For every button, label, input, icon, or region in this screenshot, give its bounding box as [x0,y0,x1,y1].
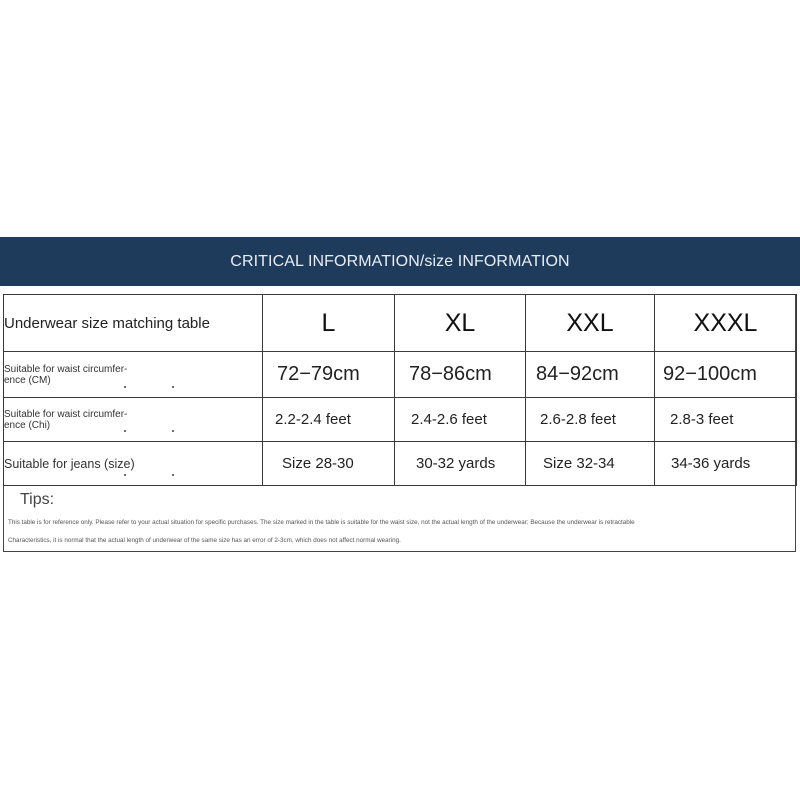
size-header-xxl: XXL [526,295,655,352]
row-label-waist-cm: Suitable for waist circumfer- ence (CM) [4,363,128,386]
table-header-row [4,295,797,352]
size-table [3,294,797,486]
size-header-xl: XL [395,295,526,352]
jeans-xxxl: 34-36 yards [655,442,797,486]
table-header-label: Underwear size matching table [4,295,263,352]
table-row [4,352,797,398]
table-row [4,398,797,442]
decorative-dots [124,386,184,388]
jeans-xxl: Size 32-34 [526,442,655,486]
row-label-waist-chi: Suitable for waist circumfer- ence (Chi) [4,408,128,431]
jeans-l: Size 28-30 [263,442,395,486]
size-header-xxxl: XXXL [655,295,797,352]
decorative-dots [124,430,184,432]
banner-title: CRITICAL INFORMATION/size INFORMATION [230,252,570,270]
waist-cm-xxl: 84−92cm [526,352,655,398]
header-banner [0,237,800,286]
table-row [4,442,797,486]
decorative-dots [124,474,184,476]
waist-cm-xxxl: 92−100cm [655,352,797,398]
jeans-xl: 30-32 yards [395,442,526,486]
waist-cm-l: 72−79cm [263,352,395,398]
tips-note-line-2: Characteristics, it is normal that the actual length of underwear of the same size has an error of 2-3cm, which does not affect normal wearing. [8,537,401,544]
waist-chi-xl: 2.4-2.6 feet [395,398,526,442]
tips-note-line-1: This table is for reference only. Please refer to your actual situation for specific purchases. The size marked in the table is suitable for the waist size, not the actual length of the underwear; Because the underwear is retractable [8,519,635,526]
tips-title: Tips: [20,491,55,508]
waist-chi-l: 2.2-2.4 feet [263,398,395,442]
row-label-jeans: Suitable for jeans (size) [4,456,135,471]
waist-chi-xxl: 2.6-2.8 feet [526,398,655,442]
waist-cm-xl: 78−86cm [395,352,526,398]
size-header-l: L [263,295,395,352]
waist-chi-xxxl: 2.8-3 feet [655,398,797,442]
